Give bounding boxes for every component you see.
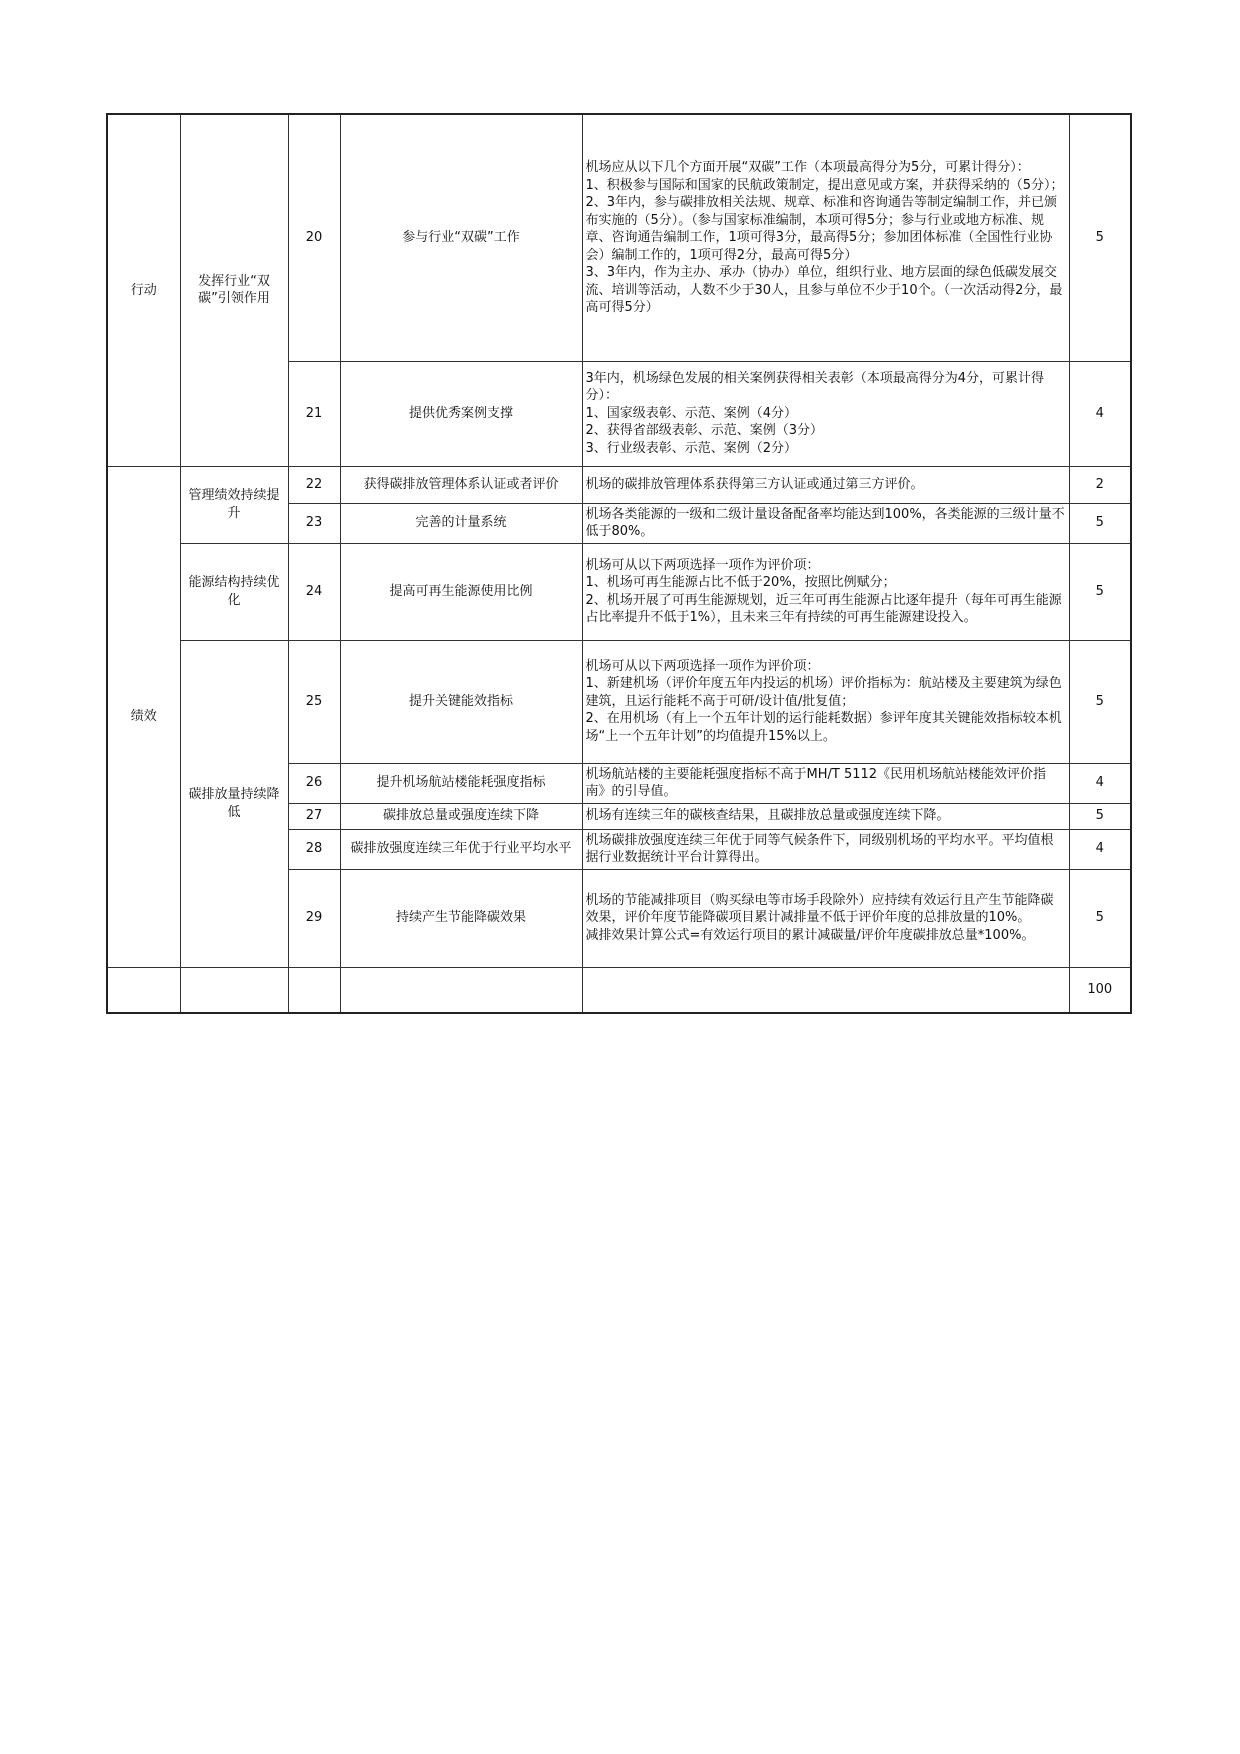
item-number: 26 <box>288 763 340 803</box>
table-row <box>107 543 1131 640</box>
empty-cell <box>582 967 1069 1013</box>
table-row <box>107 466 1131 503</box>
empty-cell <box>107 967 180 1013</box>
item-number: 22 <box>288 466 340 503</box>
table-row <box>107 640 1131 763</box>
item-name: 参与行业“双碳”工作 <box>340 114 582 361</box>
empty-cell <box>288 967 340 1013</box>
item-score: 5 <box>1069 503 1131 543</box>
item-number: 27 <box>288 803 340 829</box>
item-score: 4 <box>1069 763 1131 803</box>
item-number: 21 <box>288 361 340 466</box>
table-row <box>107 114 1131 361</box>
item-number: 23 <box>288 503 340 543</box>
item-score: 5 <box>1069 114 1131 361</box>
empty-cell <box>180 967 288 1013</box>
item-score: 4 <box>1069 361 1131 466</box>
item-description: 机场有连续三年的碳核查结果，且碳排放总量或强度连续下降。 <box>582 803 1069 829</box>
total-row <box>107 967 1131 1013</box>
item-name: 提升机场航站楼能耗强度指标 <box>340 763 582 803</box>
item-score: 4 <box>1069 829 1131 869</box>
item-name: 碳排放总量或强度连续下降 <box>340 803 582 829</box>
subcategory-cell: 发挥行业“双碳”引领作用 <box>180 114 288 466</box>
item-description: 机场的节能减排项目（购买绿电等市场手段除外）应持续有效运行且产生节能降碳效果，评价年度节能降碳项目累计减排量不低于评价年度的总排放量的10%。 减排效果计算公式=有效运行项目的累计减碳量/评价年度碳排放总量*100%。 <box>582 869 1069 967</box>
item-score: 5 <box>1069 869 1131 967</box>
item-name: 持续产生节能降碳效果 <box>340 869 582 967</box>
total-score: 100 <box>1069 967 1131 1013</box>
item-description: 机场碳排放强度连续三年优于同等气候条件下，同级别机场的平均水平。平均值根据行业数据统计平台计算得出。 <box>582 829 1069 869</box>
category-cell: 行动 <box>107 114 180 466</box>
item-name: 碳排放强度连续三年优于行业平均水平 <box>340 829 582 869</box>
item-description: 机场航站楼的主要能耗强度指标不高于MH/T 5112《民用机场航站楼能效评价指南》的引导值。 <box>582 763 1069 803</box>
item-number: 29 <box>288 869 340 967</box>
item-name: 提供优秀案例支撑 <box>340 361 582 466</box>
item-description: 机场可从以下两项选择一项作为评价项： 1、新建机场（评价年度五年内投运的机场）评价指标为：航站楼及主要建筑为绿色建筑，且运行能耗不高于可研/设计值/批复值； 2、在用机场（有上一个五年计划的运行能耗数据）参评年度其关键能效指标较本机场“上一个五年计划”的均值提升15%以上。 <box>582 640 1069 763</box>
item-description: 机场各类能源的一级和二级计量设备配备率均能达到100%，各类能源的三级计量不低于80%。 <box>582 503 1069 543</box>
item-name: 提升关键能效指标 <box>340 640 582 763</box>
evaluation-score-table <box>106 113 1132 1014</box>
item-score: 5 <box>1069 640 1131 763</box>
item-number: 24 <box>288 543 340 640</box>
item-name: 提高可再生能源使用比例 <box>340 543 582 640</box>
item-description: 3年内，机场绿色发展的相关案例获得相关表彰（本项最高得分为4分，可累计得分）： 1、国家级表彰、示范、案例（4分） 2、获得省部级表彰、示范、案例（3分） 3、行业级表彰、示范、案例（2分） <box>582 361 1069 466</box>
item-description: 机场可从以下两项选择一项作为评价项： 1、机场可再生能源占比不低于20%，按照比例赋分； 2、机场开展了可再生能源规划，近三年可再生能源占比逐年提升（每年可再生能源占比率提升不低于1%），且未来三年有持续的可再生能源建设投入。 <box>582 543 1069 640</box>
item-description: 机场应从以下几个方面开展“双碳”工作（本项最高得分为5分，可累计得分）： 1、积极参与国际和国家的民航政策制定，提出意见或方案，并获得采纳的（5分）； 2、3年内，参与碳排放相关法规、规章、标准和咨询通告等制定编制工作，并已颁布实施的（5分）。（参与国家标准编制，本项可得5分；参与行业或地方标准、规章、咨询通告编制工作，1项可得3分，最高得5分；参加团体标准（全国性行业协会）编制工作的，1项可得2分，最高可得5分） 3、3年内，作为主办、承办（协办）单位，组织行业、地方层面的绿色低碳发展交流、培训等活动，人数不少于30人，且参与单位不少于10个。（一次活动得2分，最高可得5分） <box>582 114 1069 361</box>
item-number: 25 <box>288 640 340 763</box>
empty-cell <box>340 967 582 1013</box>
item-name: 获得碳排放管理体系认证或者评价 <box>340 466 582 503</box>
item-name: 完善的计量系统 <box>340 503 582 543</box>
item-score: 5 <box>1069 803 1131 829</box>
item-score: 5 <box>1069 543 1131 640</box>
category-cell: 绩效 <box>107 466 180 967</box>
subcategory-cell: 管理绩效持续提升 <box>180 466 288 543</box>
item-description: 机场的碳排放管理体系获得第三方认证或通过第三方评价。 <box>582 466 1069 503</box>
item-number: 20 <box>288 114 340 361</box>
subcategory-cell: 碳排放量持续降低 <box>180 640 288 967</box>
item-number: 28 <box>288 829 340 869</box>
item-score: 2 <box>1069 466 1131 503</box>
subcategory-cell: 能源结构持续优化 <box>180 543 288 640</box>
